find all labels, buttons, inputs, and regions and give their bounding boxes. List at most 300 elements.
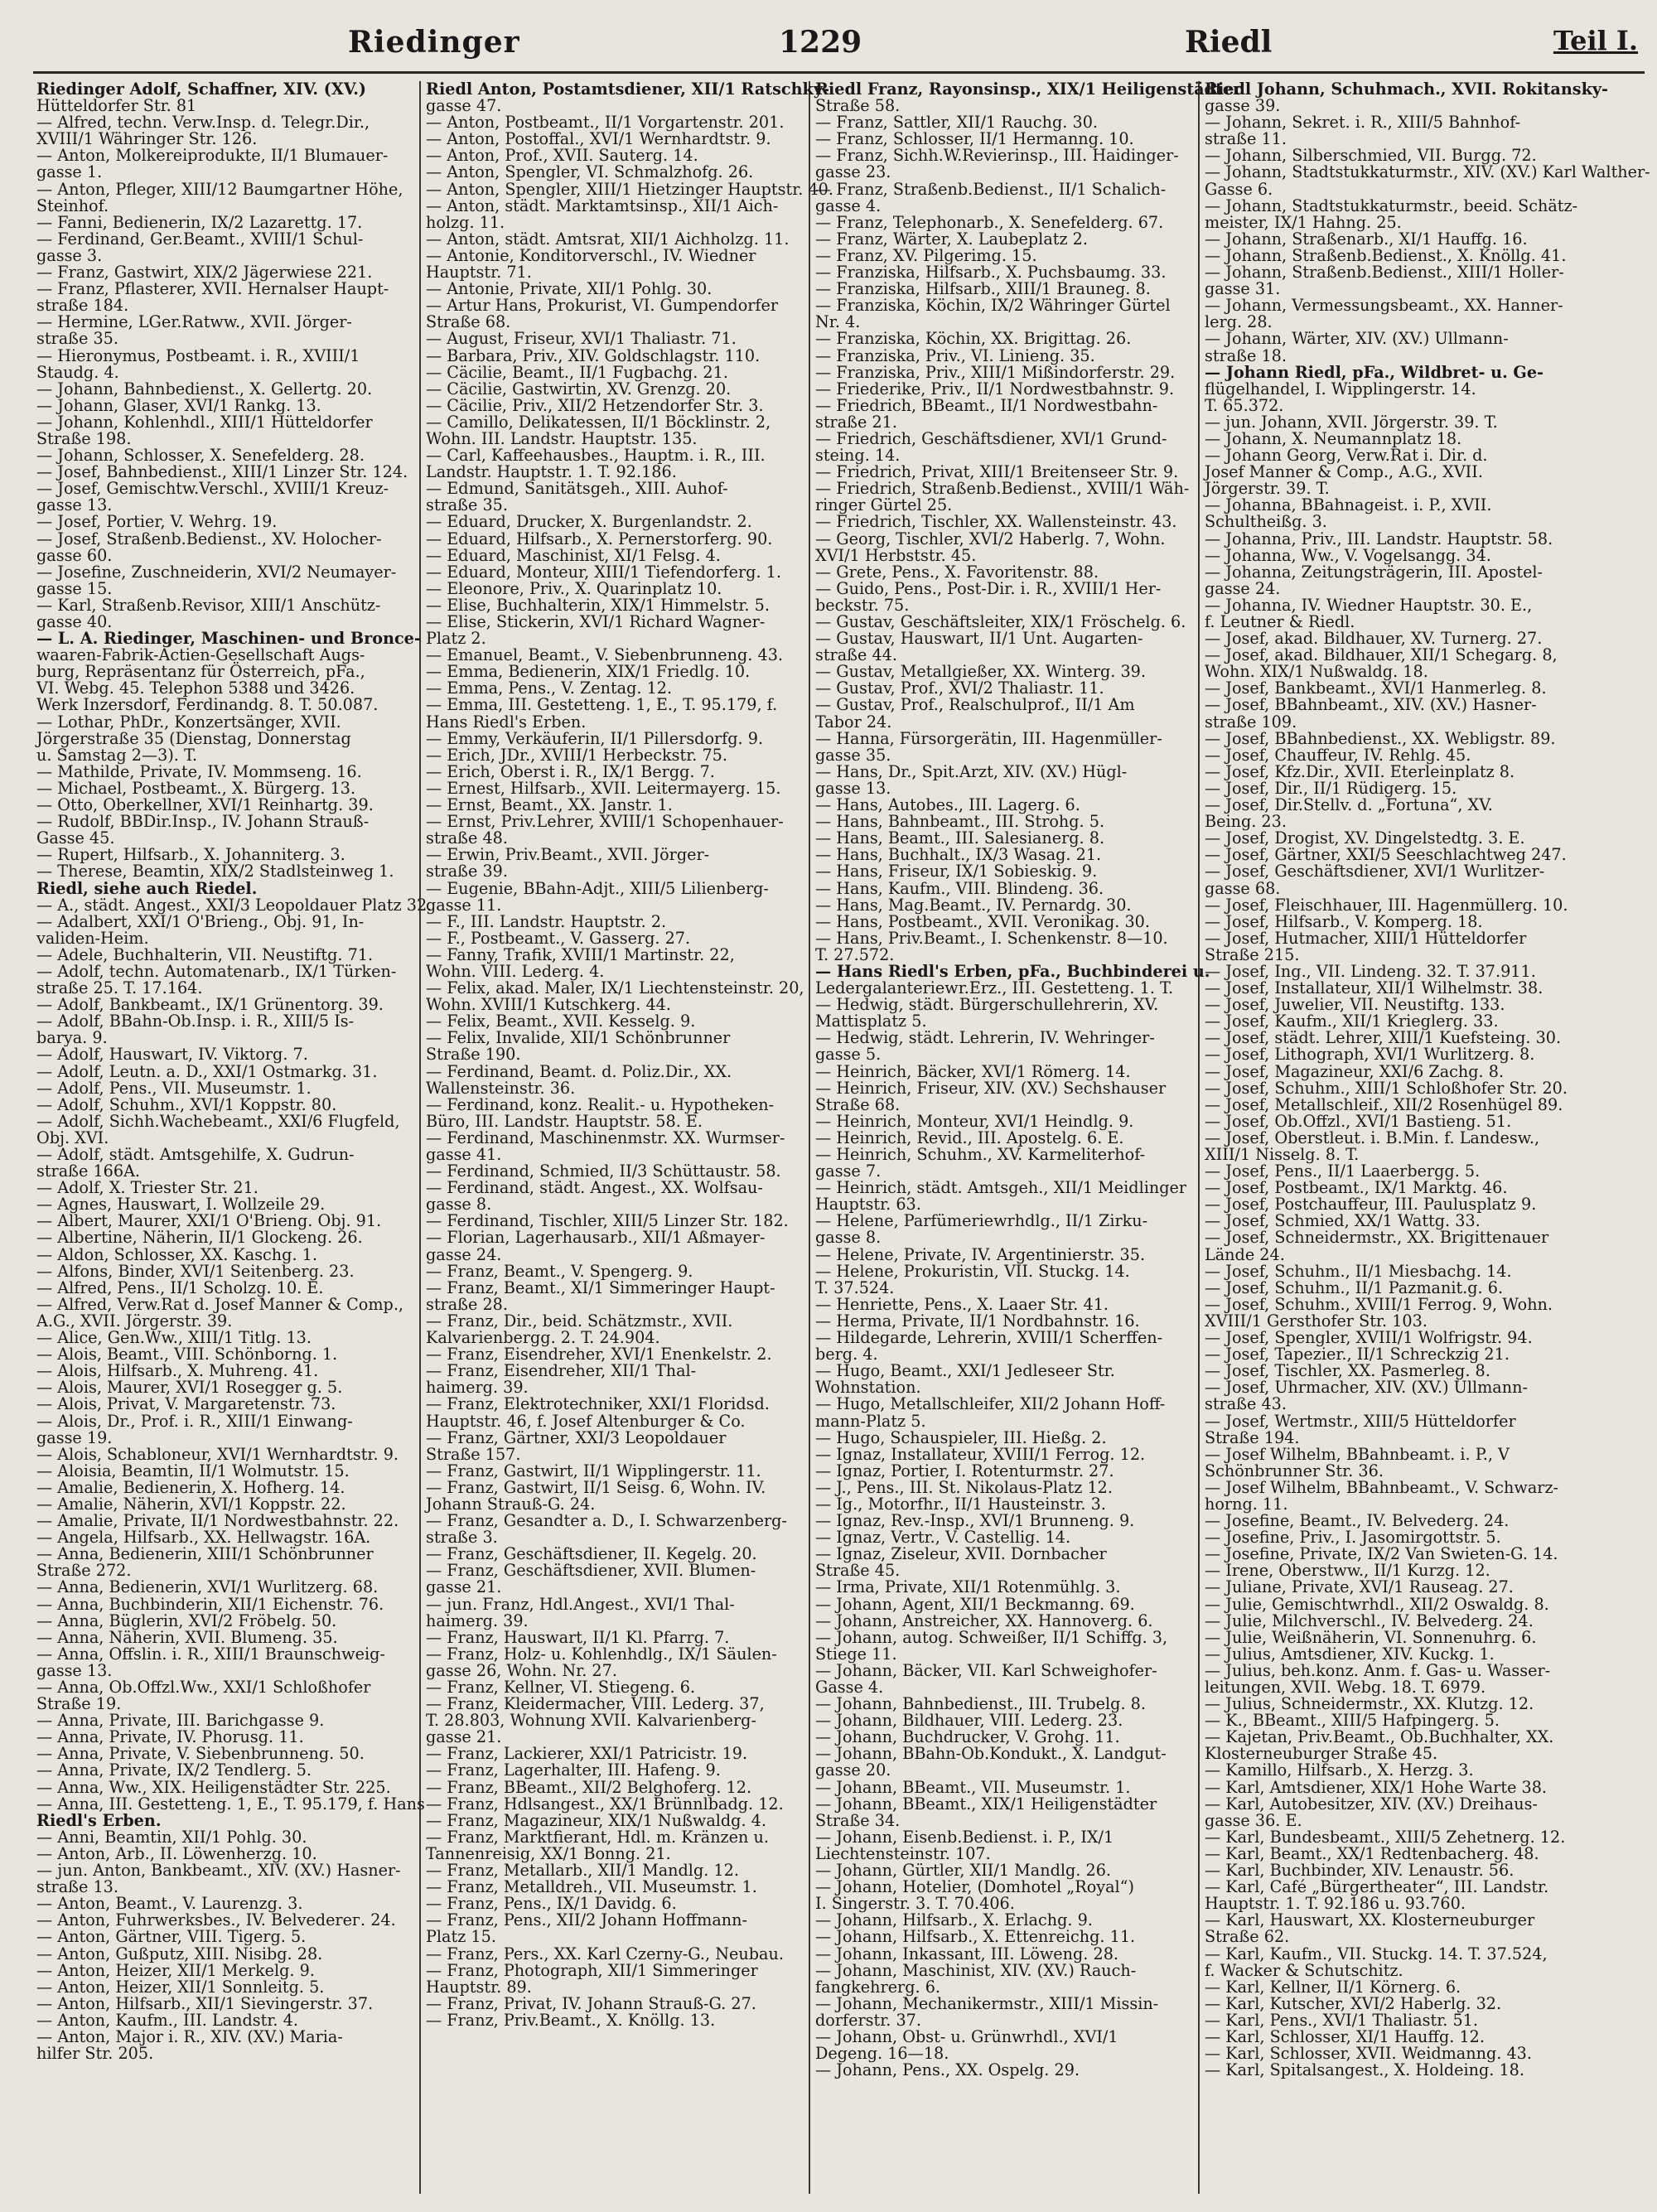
directory-entry-line: haimerg. 39. xyxy=(426,1611,529,1630)
directory-entry-line: — Josef, Schneidermstr., XX. Brigittenauer xyxy=(1205,1228,1549,1248)
directory-entry-line: — Franz, Beamt., XI/1 Simmeringer Haupt- xyxy=(426,1277,775,1297)
directory-entry-line: Gasse 6. xyxy=(1205,179,1273,199)
directory-entry-line: — Julius, Schneidermstr., XX. Klutzg. 12. xyxy=(1205,1694,1534,1714)
directory-entry-line: — Gustav, Hauswart, II/1 Unt. Augarten- xyxy=(815,629,1143,649)
directory-entry-line: — Anton, Heizer, XII/1 Sonnleitg. 5. xyxy=(36,1977,325,1997)
directory-entry-line: — Johanna, Priv., III. Landstr. Hauptstr. 58. xyxy=(1205,529,1553,548)
directory-entry-line: Hans Riedl's Erben. xyxy=(426,712,587,732)
directory-entry-line: — Ferdinand, konz. Realit.- u. Hypotheken- xyxy=(426,1094,775,1114)
directory-entry-line: — jun. Franz, Hdl.Angest., XVI/1 Thal- xyxy=(426,1594,735,1614)
directory-entry-line: — Johann, Anstreicher, XX. Hannoverg. 6. xyxy=(815,1611,1153,1630)
directory-entry-line: — Julie, Gemischtwrhdl., XII/2 Oswaldg. 8. xyxy=(1205,1594,1549,1614)
directory-entry-line: burg, Repräsentanz für Österreich, pFa., xyxy=(36,662,365,682)
directory-entry-line: lerg. 28. xyxy=(1205,312,1273,332)
directory-entry-line: — Hans, Autobes., III. Lagerg. 6. xyxy=(815,795,1080,815)
directory-entry-line: — Ferdinand, Beamt. d. Poliz.Dir., XX. xyxy=(426,1061,732,1081)
directory-entry-line: Wallensteinstr. 36. xyxy=(426,1078,576,1098)
directory-entry-line: Wohn. XIX/1 Nußwaldg. 18. xyxy=(1205,662,1428,682)
directory-entry-line: — Josef, akad. Bildhauer, XII/1 Schegarg. 8, xyxy=(1205,645,1558,665)
directory-entry-line: — Artur Hans, Prokurist, VI. Gumpendorfer xyxy=(426,296,779,316)
directory-entry-line: — Josef, Tischler, XX. Pasmerleg. 8. xyxy=(1205,1361,1490,1381)
directory-entry-line: — Adolf, Sichh.Wachebeamt., XXI/6 Flugfeld, xyxy=(36,1111,400,1131)
directory-entry-line: — Gustav, Prof., Realschulprof., II/1 Am xyxy=(815,695,1135,715)
directory-entry-line: XVIII/1 Gersthofer Str. 103. xyxy=(1205,1311,1428,1331)
column-2 xyxy=(426,80,833,2194)
directory-entry-line: — Herma, Private, II/1 Nordbahnstr. 16. xyxy=(815,1311,1140,1331)
directory-entry-line: — A., städt. Angest., XXI/3 Leopoldauer Platz 32. xyxy=(36,895,432,915)
directory-entry-line: — Hans, Friseur, IX/1 Sobieskig. 9. xyxy=(815,862,1098,881)
directory-entry-line: — J., Pens., III. St. Nikolaus-Platz 12. xyxy=(815,1477,1113,1497)
directory-entry-line: — Johann, X. Neumannplatz 18. xyxy=(1205,428,1462,448)
directory-entry-line: — Josef, Hilfsarb., V. Komperg. 18. xyxy=(1205,911,1483,931)
directory-entry-line: dorferstr. 37. xyxy=(815,2010,921,2030)
directory-entry-line: — Karl, Schlosser, XVII. Weidmanng. 43. xyxy=(1205,2044,1532,2064)
directory-entry-line: — Heinrich, Schuhm., XV. Karmeliterhof- xyxy=(815,1145,1146,1164)
directory-entry-line: — Franz, Marktfierant, Hdl. m. Kränzen u. xyxy=(426,1827,769,1847)
directory-entry-line: — Therese, Beamtin, XIX/2 Stadlsteinweg 1. xyxy=(36,862,394,881)
directory-entry-line: — Adele, Buchhalterin, VII. Neustiftg. 71. xyxy=(36,944,374,964)
directory-entry-line: — Eduard, Monteur, XIII/1 Tiefendorferg. 1. xyxy=(426,562,781,582)
directory-entry-line: — Johann, Agent, XII/1 Beckmanng. 69. xyxy=(815,1594,1135,1614)
directory-entry-line: gasse 24. xyxy=(426,1244,502,1264)
directory-entry-line: T. 28.803, Wohnung XVII. Kalvarienberg- xyxy=(426,1711,756,1731)
directory-entry-line: — Kamillo, Hilfsarb., X. Herzg. 3. xyxy=(1205,1760,1474,1780)
directory-entry-line: Wohn. VIII. Lederg. 4. xyxy=(426,961,605,981)
directory-entry-line: — Franz, Gastwirt, XIX/2 Jägerwiese 221. xyxy=(36,263,373,283)
directory-entry-line: — Karl, Amtsdiener, XIX/1 Hohe Warte 38. xyxy=(1205,1777,1548,1797)
directory-entry-line: — Franz, Pers., XX. Karl Czerny-G., Neubau. xyxy=(426,1944,784,1963)
directory-entry-line: — Anton, Arb., II. Löwenherzg. 10. xyxy=(36,1843,317,1863)
directory-entry-line: Wohnstation. xyxy=(815,1378,921,1398)
directory-entry-line: T. 37.524. xyxy=(815,1277,895,1297)
directory-entry-line: — Josef, Straßenb.Bedienst., XV. Holocher- xyxy=(36,529,382,548)
directory-entry-line: — Johann Georg, Verw.Rat i. Dir. d. xyxy=(1205,446,1488,466)
directory-entry-line: — Friederike, Priv., II/1 Nordwestbahnstr. 9. xyxy=(815,379,1175,398)
directory-entry-line: — Josef, Schmied, XX/1 Wattg. 33. xyxy=(1205,1211,1481,1231)
directory-entry-line: — Franz, Kleidermacher, VIII. Lederg. 37, xyxy=(426,1694,765,1714)
directory-entry-line: Straße 198. xyxy=(36,428,132,448)
directory-entry-line: — Johann, Obst- u. Grünwrhdl., XVI/1 xyxy=(815,2026,1118,2046)
directory-entry-line: Hauptstr. 46, f. Josef Altenburger & Co. xyxy=(426,1411,746,1431)
directory-entry-line: Platz 2. xyxy=(426,629,486,649)
directory-entry-line: — Josef, Ing., VII. Lindeng. 32. T. 37.911. xyxy=(1205,961,1536,981)
directory-entry-line: — Johann, Pens., XX. Ospelg. 29. xyxy=(815,2060,1080,2080)
directory-entry-line: — Franziska, Priv., VI. Linieng. 35. xyxy=(815,345,1095,365)
directory-entry-line: — Johann, BBeamt., XIX/1 Heiligenstädter xyxy=(815,1794,1157,1814)
directory-entry-line: — Georg, Tischler, XVI/2 Haberlg. 7, Wohn. xyxy=(815,529,1166,548)
directory-entry-line: Platz 15. xyxy=(426,1927,496,1947)
directory-entry-line: — Franz, Telephonarb., X. Senefelderg. 67. xyxy=(815,212,1164,232)
directory-entry-line: — Johann, Hilfsarb., X. Erlachg. 9. xyxy=(815,1910,1093,1930)
directory-entry-line: — Friedrich, BBeamt., II/1 Nordwestbahn- xyxy=(815,395,1158,415)
directory-entry-line: — Hanna, Fürsorgerätin, III. Hagenmüller- xyxy=(815,728,1162,748)
directory-entry-line: Tabor 24. xyxy=(815,712,892,732)
directory-entry-line: — Johann, Kohlenhdl., XIII/1 Hütteldorfer xyxy=(36,412,373,432)
directory-entry-line: — Adolf, Schuhm., XVI/1 Koppstr. 80. xyxy=(36,1094,337,1114)
directory-entry-line: — Franziska, Köchin, XX. Brigittag. 26. xyxy=(815,329,1132,349)
directory-entry-line: Hütteldorfer Str. 81 xyxy=(36,96,197,116)
directory-entry-line: — Josef, Oberstleut. i. B.Min. f. Landesw., xyxy=(1205,1128,1540,1147)
directory-entry-line: — Alfred, techn. Verw.Insp. d. Telegr.Dir., xyxy=(36,113,370,133)
directory-entry-line: — Johann, Glaser, XVI/1 Rankg. 13. xyxy=(36,395,321,415)
directory-entry-line: — Franz, Metallarb., XII/1 Mandlg. 12. xyxy=(426,1861,739,1881)
directory-entry-line: — Johann, Straßenarb., XI/1 Hauffg. 16. xyxy=(1205,229,1528,249)
directory-entry-line: — Anna, Näherin, XVII. Blumeng. 35. xyxy=(36,1627,338,1647)
directory-entry-line: waaren-Fabrik-Actien-Gesellschaft Augs- xyxy=(36,645,365,665)
header-part-label: Teil I. xyxy=(1553,25,1638,56)
directory-entry-line: — Hans, Postbeamt., XVII. Veronikag. 30. xyxy=(815,911,1150,931)
directory-entry-line: — Josef, Tapezier., II/1 Schreckzig 21. xyxy=(1205,1345,1510,1364)
directory-entry-line: — Anna, Private, V. Siebenbrunneng. 50. xyxy=(36,1744,365,1764)
directory-entry-line: — Franz, Schlosser, II/1 Hermanng. 10. xyxy=(815,129,1134,149)
directory-entry-line: — Franz, Eisendreher, XII/1 Thal- xyxy=(426,1361,697,1381)
directory-entry-line: — Adalbert, XXI/1 O'Brieng., Obj. 91, In- xyxy=(36,911,365,931)
directory-entry-line: — Hans, Kaufm., VIII. Blindeng. 36. xyxy=(815,878,1104,898)
directory-entry-line: — Erwin, Priv.Beamt., XVII. Jörger- xyxy=(426,845,710,865)
directory-entry-line: gasse 60. xyxy=(36,545,113,565)
directory-entry-line: Straße 19. xyxy=(36,1694,122,1714)
directory-entry-line: — Franziska, Hilfsarb., XIII/1 Brauneg. 8. xyxy=(815,279,1151,299)
directory-entry-line: Lände 24. xyxy=(1205,1244,1285,1264)
directory-entry-line: — Alois, Schabloneur, XVI/1 Wernhardtstr. 9. xyxy=(36,1444,399,1464)
directory-entry-line: — Alfred, Verw.Rat d. Josef Manner & Comp., xyxy=(36,1294,404,1314)
directory-entry-line: — Karl, Schlosser, XI/1 Hauffg. 12. xyxy=(1205,2026,1485,2046)
directory-entry-line: — Irma, Private, XII/1 Rotenmühlg. 3. xyxy=(815,1577,1121,1597)
directory-entry-line: — Alois, Maurer, XVI/1 Rosegger g. 5. xyxy=(36,1378,343,1398)
directory-entry-line: gasse 5. xyxy=(815,1045,882,1065)
directory-entry-line: Ledergalanteriewr.Erz., III. Gestetteng. 1. T. xyxy=(815,978,1174,998)
directory-entry-line: — Johann, Mechanikermstr., XIII/1 Missin- xyxy=(815,1993,1159,2013)
directory-entry-line: — Ig., Motorfhr., II/1 Hausteinstr. 3. xyxy=(815,1494,1106,1514)
directory-entry-line: gasse 3. xyxy=(36,245,103,265)
directory-entry-line: — Franz, Metalldreh., VII. Museumstr. 1. xyxy=(426,1877,757,1897)
directory-entry-line: — Josef, Spengler, XVIII/1 Wolfrigstr. 94. xyxy=(1205,1328,1533,1348)
directory-entry-line: — Hans, Priv.Beamt., I. Schenkenstr. 8—10. xyxy=(815,928,1168,948)
directory-entry-line: Liechtensteinstr. 107. xyxy=(815,1843,991,1863)
directory-entry-line: — Hans, Buchhalt., IX/3 Wasag. 21. xyxy=(815,845,1102,865)
directory-entry-line: — Karl, Spitalsangest., X. Holdeing. 18. xyxy=(1205,2060,1524,2080)
directory-entry-line: — Adolf, Bankbeamt., IX/1 Grünentorg. 39. xyxy=(36,995,384,1015)
directory-entry-line: — Eduard, Drucker, X. Burgenlandstr. 2. xyxy=(426,512,752,532)
directory-entry-line: — Franz, Geschäftsdiener, XVII. Blumen- xyxy=(426,1561,756,1581)
directory-entry-line: — Camillo, Delikatessen, II/1 Böcklinstr. 2, xyxy=(426,412,771,432)
directory-entry-line: gasse 7. xyxy=(815,1162,882,1181)
directory-entry-line: — Josef, Hutmacher, XIII/1 Hütteldorfer xyxy=(1205,928,1527,948)
directory-entry-line: — Franz, Sichh.W.Revierinsp., III. Haidinger- xyxy=(815,146,1179,166)
directory-entry-line: straße 109. xyxy=(1205,712,1297,732)
directory-entry-line: — Hugo, Metallschleifer, XII/2 Johann Hoff- xyxy=(815,1394,1166,1414)
directory-entry-line: — Antonie, Konditorverschl., IV. Wiedner xyxy=(426,245,756,265)
directory-entry-line: — Heinrich, städt. Amtsgeh., XII/1 Meidlinger xyxy=(815,1178,1187,1198)
directory-entry-line: Riedl's Erben. xyxy=(36,1810,162,1830)
directory-entry-line: — Anton, städt. Marktamtsinsp., XII/1 Aich- xyxy=(426,196,779,215)
directory-entry-line: — Adolf, BBahn-Ob.Insp. i. R., XIII/5 Is- xyxy=(36,1012,355,1031)
directory-entry-line: — Ignaz, Portier, I. Rotenturmstr. 27. xyxy=(815,1461,1114,1480)
directory-entry-line: gasse 41. xyxy=(426,1145,502,1164)
directory-entry-line: — Johann, Straßenb.Bedienst., XIII/1 Holler- xyxy=(1205,263,1564,283)
directory-entry-line: — Anna, Büglerin, XVI/2 Fröbelg. 50. xyxy=(36,1611,337,1630)
directory-entry-line: — Lothar, PhDr., Konzertsänger, XVII. xyxy=(36,712,341,732)
directory-entry-line: — Josef, Magazineur, XXI/6 Zachg. 8. xyxy=(1205,1061,1505,1081)
directory-entry-line: — Friedrich, Straßenb.Bedienst., XVIII/1 Wäh- xyxy=(815,479,1190,499)
directory-entry-line: — Hermine, LGer.Ratww., XVII. Jörger- xyxy=(36,312,352,332)
directory-entry-line: Straße 45. xyxy=(815,1561,901,1581)
directory-entry-line: — Anton, Pfleger, XIII/12 Baumgartner Höhe, xyxy=(36,179,403,199)
directory-entry-line: gasse 68. xyxy=(1205,878,1281,898)
directory-entry-line: XVIII/1 Währinger Str. 126. xyxy=(36,129,258,149)
directory-entry-line: — Franz, Beamt., V. Spengerg. 9. xyxy=(426,1261,693,1281)
directory-entry-line: — Johann, Vermessungsbeamt., XX. Hanner- xyxy=(1205,296,1563,316)
directory-entry-line: — Franz, Sattler, XII/1 Rauchg. 30. xyxy=(815,113,1099,133)
directory-entry-line: — Anton, Postoffal., XVI/1 Wernhardtstr. 9. xyxy=(426,129,771,149)
directory-entry-line: gasse 13. xyxy=(815,778,891,798)
directory-entry-line: holzg. 11. xyxy=(426,212,505,232)
directory-entry-line: — F., Postbeamt., V. Gasserg. 27. xyxy=(426,928,691,948)
directory-entry-line: Riedinger Adolf, Schaffner, XIV. (XV.) xyxy=(36,80,367,99)
directory-entry-line: Kalvarienbergg. 2. T. 24.904. xyxy=(426,1328,660,1348)
directory-entry-line: mann-Platz 5. xyxy=(815,1411,926,1431)
directory-entry-line: — Johann, Bahnbedienst., X. Gellertg. 20. xyxy=(36,379,373,398)
directory-entry-line: straße 184. xyxy=(36,296,129,316)
directory-entry-line: — Josef, Bankbeamt., XVI/1 Hanmerleg. 8. xyxy=(1205,679,1547,698)
directory-entry-line: Straße 34. xyxy=(815,1810,901,1830)
directory-entry-line: — Josef, Gärtner, XXI/5 Seeschlachtweg 247. xyxy=(1205,845,1567,865)
directory-entry-line: — Fanni, Bedienerin, IX/2 Lazarettg. 17. xyxy=(36,212,363,232)
directory-entry-line: — Adolf, städt. Amtsgehilfe, X. Gudrun- xyxy=(36,1145,355,1164)
directory-entry-line: validen-Heim. xyxy=(36,928,149,948)
directory-entry-line: — Franz, Magazineur, XIX/1 Nußwaldg. 4. xyxy=(426,1810,766,1830)
directory-entry-line: — Rupert, Hilfsarb., X. Johanniterg. 3. xyxy=(36,845,345,865)
directory-entry-line: Werk Inzersdorf, Ferdinandg. 8. T. 50.087. xyxy=(36,695,379,715)
directory-entry-line: — Anna, Buchbinderin, XII/1 Eichenstr. 76. xyxy=(36,1594,384,1614)
directory-entry-line: — Anna, Ww., XIX. Heiligenstädter Str. 225. xyxy=(36,1777,391,1797)
directory-entry-line: — Josef, Juwelier, VII. Neustiftg. 133. xyxy=(1205,995,1505,1015)
directory-entry-line: — Anna, Bedienerin, XVI/1 Wurlitzerg. 68. xyxy=(36,1577,379,1597)
directory-entry-line: — Ignaz, Vertr., V. Castellig. 14. xyxy=(815,1528,1071,1548)
directory-entry-line: — Franziska, Köchin, IX/2 Währinger Gürtel xyxy=(815,296,1171,316)
directory-entry-line: Mattisplatz 5. xyxy=(815,1012,927,1031)
directory-entry-line: straße 39. xyxy=(426,862,508,881)
directory-entry-line: leitungen, XVII. Webg. 18. T. 6979. xyxy=(1205,1678,1486,1697)
directory-entry-line: T. 65.372. xyxy=(1205,395,1284,415)
directory-entry-line: Hauptstr. 71. xyxy=(426,263,532,283)
directory-entry-line: — Karl, Bundesbeamt., XIII/5 Zehetnerg. 12. xyxy=(1205,1827,1566,1847)
directory-entry-line: — Juliane, Private, XVI/1 Rauseag. 27. xyxy=(1205,1577,1514,1597)
directory-entry-line: straße 43. xyxy=(1205,1394,1287,1414)
directory-entry-line: — Johann, Eisenb.Bedienst. i. P., IX/1 xyxy=(815,1827,1114,1847)
directory-entry-line: — Josef, Uhrmacher, XIV. (XV.) Ullmann- xyxy=(1205,1378,1528,1398)
directory-entry-line: — Johann, Sekret. i. R., XIII/5 Bahnhof- xyxy=(1205,113,1521,133)
directory-entry-line: — Josef, Metallschleif., XII/2 Rosenhügel 89. xyxy=(1205,1094,1563,1114)
header-first-entry: Riedinger xyxy=(348,25,520,60)
directory-entry-line: — Anton, Beamt., V. Laurenzg. 3. xyxy=(36,1894,303,1914)
directory-entry-line: — Johann, Bildhauer, VIII. Lederg. 23. xyxy=(815,1711,1123,1731)
directory-entry-line: — Josef, Dir.Stellv. d. „Fortuna“, XV. xyxy=(1205,795,1493,815)
directory-entry-line: Riedl Franz, Rayonsinsp., XIX/1 Heiligenstädter xyxy=(815,80,1242,99)
directory-entry-line: — Josef, Schuhm., II/1 Pazmanit.g. 6. xyxy=(1205,1277,1504,1297)
directory-entry-line: — Hans, Bahnbeamt., III. Strohg. 5. xyxy=(815,812,1105,832)
directory-entry-line: — Amalie, Näherin, XVI/1 Koppstr. 22. xyxy=(36,1494,346,1514)
directory-entry-line: — Josefine, Private, IX/2 Van Swieten-G. 14. xyxy=(1205,1544,1558,1564)
directory-entry-line: — Eugenie, BBahn-Adjt., XIII/5 Lilienberg- xyxy=(426,878,769,898)
directory-entry-line: Jörgerstr. 39. T. xyxy=(1205,479,1330,499)
directory-entry-line: — Alois, Hilfsarb., X. Muhreng. 41. xyxy=(36,1361,319,1381)
directory-entry-line: — Anna, Private, III. Barichgasse 9. xyxy=(36,1711,325,1731)
directory-entry-line: — Johann, Silberschmied, VII. Burgg. 72. xyxy=(1205,146,1537,166)
directory-entry-line: u. Samstag 2—3). T. xyxy=(36,745,198,765)
directory-entry-line: Büro, III. Landstr. Hauptstr. 58. E. xyxy=(426,1111,703,1131)
directory-entry-line: — Ignaz, Rev.-Insp., XVI/1 Brunneng. 9. xyxy=(815,1511,1135,1531)
directory-entry-line: gasse 39. xyxy=(1205,96,1281,116)
directory-entry-line: — K., BBeamt., XIII/5 Hafpingerg. 5. xyxy=(1205,1711,1500,1731)
directory-entry-line: straße 11. xyxy=(1205,129,1287,149)
directory-entry-line: — Eleonore, Priv., X. Quarinplatz 10. xyxy=(426,578,722,598)
directory-entry-line: — Amalie, Bedienerin, X. Hofherg. 14. xyxy=(36,1477,345,1497)
directory-entry-line: — Josef, Schuhm., XIII/1 Schloßhofer Str. 20. xyxy=(1205,1078,1568,1098)
directory-entry-line: gasse 1. xyxy=(36,162,103,182)
directory-entry-line: — Heinrich, Revid., III. Apostelg. 6. E. xyxy=(815,1128,1124,1147)
directory-entry-line: — Alfons, Binder, XVI/1 Seitenberg. 23. xyxy=(36,1261,355,1281)
directory-entry-line: — Johanna, Ww., V. Vogelsangg. 34. xyxy=(1205,545,1491,565)
directory-entry-line: — Josef, Bahnbedienst., XIII/1 Linzer Str. 124. xyxy=(36,462,408,482)
directory-entry-line: — August, Friseur, XVI/1 Thaliastr. 71. xyxy=(426,329,737,349)
directory-entry-line: — Rudolf, BBDir.Insp., IV. Johann Strauß- xyxy=(36,812,370,832)
directory-entry-line: — Alois, Dr., Prof. i. R., XIII/1 Einwang- xyxy=(36,1411,353,1431)
directory-entry-line: steing. 14. xyxy=(815,446,901,466)
directory-columns xyxy=(36,80,1650,2194)
directory-entry-line: — Friedrich, Tischler, XX. Wallensteinstr. 43. xyxy=(815,512,1177,532)
directory-entry-line: haimerg. 39. xyxy=(426,1378,529,1398)
directory-entry-line: straße 13. xyxy=(36,1877,118,1897)
directory-entry-line: — Anton, Postbeamt., II/1 Vorgartenstr. 201. xyxy=(426,113,785,133)
directory-entry-line: straße 44. xyxy=(815,645,897,665)
directory-entry-line: — jun. Anton, Bankbeamt., XIV. (XV.) Hasner- xyxy=(36,1861,401,1881)
directory-entry-line: — Johann, Straßenb.Bedienst., X. Knöllg. 41. xyxy=(1205,245,1567,265)
directory-entry-line: — Josef, Kaufm., XII/1 Krieglerg. 33. xyxy=(1205,1012,1499,1031)
page-number: 1229 xyxy=(779,25,862,60)
directory-entry-line: — Karl, Autobesitzer, XIV. (XV.) Dreihaus- xyxy=(1205,1794,1538,1814)
directory-entry-line: — Anton, Kaufm., III. Landstr. 4. xyxy=(36,2010,298,2030)
directory-entry-line: — Eduard, Hilfsarb., X. Pernerstorferg. 90. xyxy=(426,529,773,548)
directory-entry-line: — Hedwig, städt. Bürgerschullehrerin, XV. xyxy=(815,995,1159,1015)
directory-entry-line: — Franz, Priv.Beamt., X. Knöllg. 13. xyxy=(426,2010,716,2030)
directory-entry-line: — Erich, Oberst i. R., IX/1 Bergg. 7. xyxy=(426,761,715,781)
directory-entry-line: meister, IX/1 Hahng. 25. xyxy=(1205,212,1402,232)
directory-entry-line: — Barbara, Priv., XIV. Goldschlagstr. 110. xyxy=(426,345,761,365)
directory-entry-line: Straße 157. xyxy=(426,1444,521,1464)
directory-entry-line: — Josef, Lithograph, XVI/1 Wurlitzerg. 8. xyxy=(1205,1045,1535,1065)
page-header xyxy=(33,18,1645,74)
directory-entry-line: — Johanna, IV. Wiedner Hauptstr. 30. E., xyxy=(1205,595,1533,615)
directory-entry-line: — Fanny, Trafik, XVIII/1 Martinstr. 22, xyxy=(426,944,735,964)
column-1 xyxy=(36,80,432,2194)
directory-entry-line: gasse 47. xyxy=(426,96,502,116)
directory-entry-line: horng. 11. xyxy=(1205,1494,1288,1514)
directory-entry-line: Being. 23. xyxy=(1205,812,1287,832)
directory-entry-line: Straße 272. xyxy=(36,1561,132,1581)
directory-entry-line: — Franz, Hdlsangest., XX/1 Brünnlbadg. 12. xyxy=(426,1794,784,1814)
directory-entry-line: — Anni, Beamtin, XII/1 Pohlg. 30. xyxy=(36,1827,307,1847)
directory-entry-line: — Cäcilie, Gastwirtin, XV. Grenzg. 20. xyxy=(426,379,732,398)
directory-entry-line: — Anton, Spengler, VI. Schmalzhofg. 26. xyxy=(426,162,754,182)
directory-entry-line: — Hugo, Beamt., XXI/1 Jedleseer Str. xyxy=(815,1361,1115,1381)
directory-entry-line: — Ernest, Hilfsarb., XVII. Leitermayerg. 15. xyxy=(426,778,781,798)
directory-entry-line: — Guido, Pens., Post-Dir. i. R., XVIII/1 Her- xyxy=(815,578,1162,598)
directory-entry-line: — Grete, Pens., X. Favoritenstr. 88. xyxy=(815,562,1099,582)
directory-entry-line: — Karl, Straßenb.Revisor, XIII/1 Anschütz- xyxy=(36,595,381,615)
directory-entry-line: gasse 13. xyxy=(36,495,113,515)
directory-entry-line: — Anton, städt. Amtsrat, XII/1 Aichholzg. 11. xyxy=(426,229,790,249)
directory-entry-line: — Josef Wilhelm, BBahnbeamt. i. P., V xyxy=(1205,1444,1510,1464)
directory-entry-line: Stiege 11. xyxy=(815,1644,897,1664)
directory-entry-line: — Heinrich, Friseur, XIV. (XV.) Sechshauser xyxy=(815,1078,1167,1098)
directory-entry-line: gasse 31. xyxy=(1205,279,1281,299)
directory-entry-line: — Franz, Kellner, VI. Stiegeng. 6. xyxy=(426,1678,696,1697)
directory-entry-line: hilfer Str. 205. xyxy=(36,2044,154,2064)
directory-entry-line: ringer Gürtel 25. xyxy=(815,495,953,515)
directory-entry-line: Johann Strauß-G. 24. xyxy=(426,1494,596,1514)
directory-entry-line: — Hieronymus, Postbeamt. i. R., XVIII/1 xyxy=(36,345,360,365)
directory-entry-line: — Anna, Bedienerin, XIII/1 Schönbrunner xyxy=(36,1544,374,1564)
directory-entry-line: — Ferdinand, Ger.Beamt., XVIII/1 Schul- xyxy=(36,229,364,249)
directory-entry-line: — Johann, BBahn-Ob.Kondukt., X. Landgut- xyxy=(815,1744,1167,1764)
directory-entry-line: — Antonie, Private, XII/1 Pohlg. 30. xyxy=(426,279,713,299)
directory-entry-line: Hauptstr. 1. T. 92.186 u. 93.760. xyxy=(1205,1894,1466,1914)
directory-entry-line: — Ferdinand, Maschinenmstr. XX. Wurmser- xyxy=(426,1128,785,1147)
directory-entry-line: gasse 4. xyxy=(815,196,882,215)
directory-entry-line: Jörgerstraße 35 (Dienstag, Donnerstag xyxy=(36,728,351,748)
directory-entry-line: — Emanuel, Beamt., V. Siebenbrunneng. 43. xyxy=(426,645,783,665)
directory-entry-line: — Karl, Buchbinder, XIV. Lenaustr. 56. xyxy=(1205,1861,1514,1881)
directory-entry-line: — Adolf, Leutn. a. D., XXI/1 Ostmarkg. 31. xyxy=(36,1061,378,1081)
directory-entry-line: — Albert, Maurer, XXI/1 O'Brieng. Obj. 91. xyxy=(36,1211,382,1231)
directory-entry-line: — Aldon, Schlosser, XX. Kaschg. 1. xyxy=(36,1244,317,1264)
directory-entry-line: — Alois, Beamt., VIII. Schönborng. 1. xyxy=(36,1345,338,1364)
directory-entry-line: — Johann, Schlosser, X. Senefelderg. 28. xyxy=(36,446,365,466)
directory-entry-line: — Franz, Pens., XII/2 Johann Hoffmann- xyxy=(426,1910,747,1930)
directory-entry-line: — Emma, III. Gestetteng. 1, E., T. 95.179, f. xyxy=(426,695,778,715)
directory-entry-line: — Franziska, Priv., XIII/1 Mißindorferstr. 29. xyxy=(815,362,1176,382)
directory-entry-line: — Franz, Gastwirt, II/1 Seisg. 6, Wohn. IV. xyxy=(426,1477,766,1497)
directory-entry-line: Straße 68. xyxy=(426,312,511,332)
directory-entry-line: gasse 20. xyxy=(815,1760,891,1780)
directory-entry-line: — Adolf, X. Triester Str. 21. xyxy=(36,1178,258,1198)
directory-entry-line: beckstr. 75. xyxy=(815,595,910,615)
directory-entry-line: — Josef, Geschäftsdiener, XVI/1 Wurlitzer- xyxy=(1205,862,1545,881)
directory-entry-line: — Anton, Gußputz, XIII. Nisibg. 28. xyxy=(36,1944,323,1963)
directory-entry-line: — Josef, Chauffeur, IV. Rehlg. 45. xyxy=(1205,745,1471,765)
directory-entry-line: — Ernst, Priv.Lehrer, XVIII/1 Schopenhauer- xyxy=(426,812,784,832)
directory-entry-line: straße 35. xyxy=(36,329,118,349)
directory-entry-line: Gasse 45. xyxy=(36,828,115,848)
directory-entry-line: — Franz, Pens., IX/1 Davidg. 6. xyxy=(426,1894,677,1914)
directory-entry-line: — Johann, Hotelier, (Domhotel „Royal“) xyxy=(815,1877,1134,1897)
directory-entry-line: — Josef, Ob.Offzl., XVI/1 Bastieng. 51. xyxy=(1205,1111,1512,1131)
directory-entry-line: A.G., XVII. Jörgerstr. 39. xyxy=(36,1311,233,1331)
directory-entry-line: — Hildegarde, Lehrerin, XVIII/1 Scherffen- xyxy=(815,1328,1163,1348)
directory-entry-line: — Cäcilie, Priv., XII/2 Hetzendorfer Str. 3. xyxy=(426,395,764,415)
directory-entry-line: gasse 11. xyxy=(426,895,502,915)
directory-entry-line: — Elise, Stickerin, XVI/1 Richard Wagner- xyxy=(426,612,766,631)
directory-entry-line: — Anna, Private, IX/2 Tendlerg. 5. xyxy=(36,1760,312,1780)
directory-entry-line: Straße 68. xyxy=(815,1094,901,1114)
directory-entry-line: — F., III. Landstr. Hauptstr. 2. xyxy=(426,911,667,931)
directory-entry-line: gasse 36. E. xyxy=(1205,1810,1302,1830)
directory-entry-line: gasse 40. xyxy=(36,612,113,631)
directory-entry-line: — Franz, Gesandter a. D., I. Schwarzenberg- xyxy=(426,1511,787,1531)
directory-entry-line: — Johann, Stadtstukkaturmstr., beeid. Schätz- xyxy=(1205,196,1578,215)
directory-entry-line: — Henriette, Pens., X. Laaer Str. 41. xyxy=(815,1294,1109,1314)
